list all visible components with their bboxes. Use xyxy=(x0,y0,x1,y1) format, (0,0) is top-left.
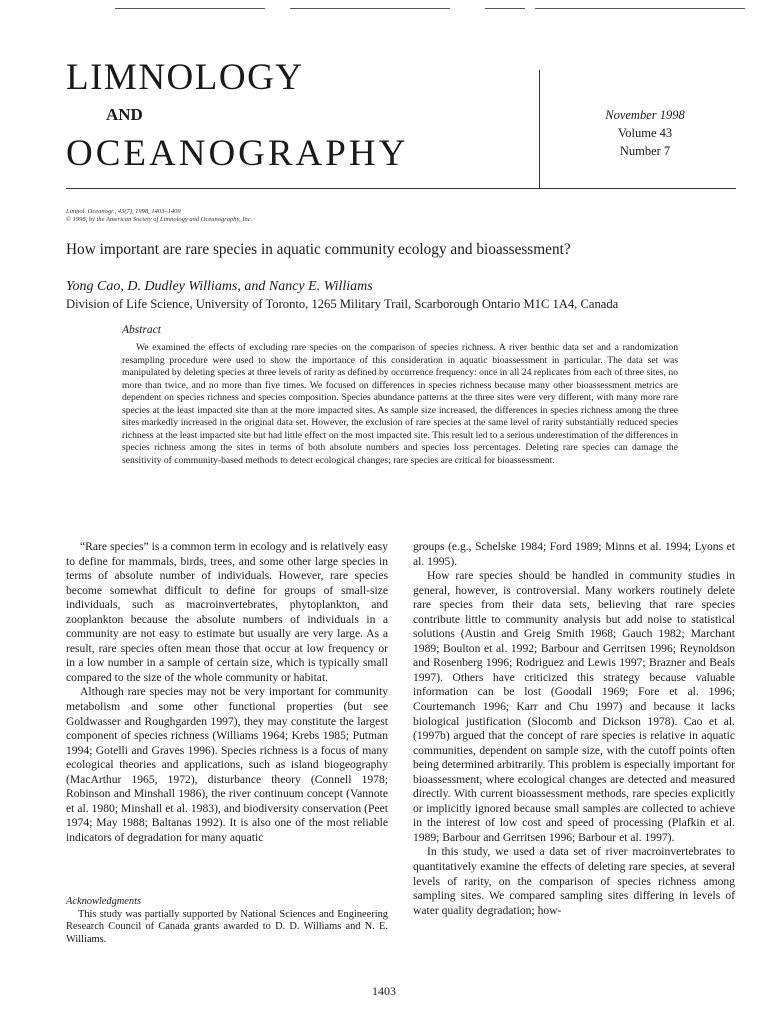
top-rule-left xyxy=(115,8,265,9)
acknowledgments xyxy=(66,896,388,946)
top-rule-mid2 xyxy=(485,8,525,9)
issue-volume: Volume 43 xyxy=(617,126,673,140)
issue-date: November 1998 xyxy=(605,108,685,122)
citation-line: Limnol. Oceanogr., 43(7), 1998, 1403–1409 xyxy=(66,208,181,215)
top-rule-mid xyxy=(290,8,450,9)
article-authors: Yong Cao, D. Dudley Williams, and Nancy E. Williams xyxy=(66,279,373,294)
acknowledgments-heading: Acknowledgments xyxy=(66,896,142,907)
masthead-horizontal-rule xyxy=(66,188,736,189)
article-affiliation: Division of Life Science, University of Toronto, 1265 Military Trail, Scarborough Ontario M1C 1A4, Canada xyxy=(66,297,619,311)
body-paragraph: groups (e.g., Schelske 1984; Ford 1989; Minns et al. 1994; Lyons et al. 1995). xyxy=(413,540,735,568)
journal-title-line1: LIMNOLOGY xyxy=(66,57,304,98)
issue-info xyxy=(580,106,710,160)
article-title: How important are rare species in aquatic community ecology and bioassessment? xyxy=(66,241,571,258)
abstract-text: We examined the effects of excluding rare species on the comparison of species richness. A river benthic data set and a randomization resampling procedure were used to show the importance of this consideration in aquatic bioassessment in particular. The data set was manipulated by deleting species at three levels of rarity as defined by occurrence frequency: once in all 24 replicates from each of three sites, no more than twice, and no more than five times. We focused on differences in species richness because many other bioassessment metrics are dependent on species richness and species composition. Species abundance patterns at the three sites were very different, with many more rare species at the least impacted site than at the more impacted sites. As sample size increased, the differences in species richness among the three sites markedly increased in the original data set. However, the exclusion of rare species at the same level of rarity substantially reduced species richness at the least impacted site but had little effect on the most impacted site. This result led to a serious underestimation of the differences in species richness among the sites in terms of both absolute numbers and species loss percentages. Deleting rare species can damage the sensitivity of community-based methods to detect ecological changes; rare species are critical for bioassessment. xyxy=(122,342,678,466)
body-paragraph: Although rare species may not be very important for community metabolism and some other functional properties (but see Goldwasser and Roughgarden 1997), they may constitute the largest component of species richness (Williams 1964; Krebs 1985; Putman 1994; Gotelli and Graves 1996). Species richness is a focus of many ecological theories and applications, such as island biogeography (MacArthur 1965, 1972), disturbance theory (Connell 1978; Robinson and Minshall 1986), the river continuum concept (Vannote et al. 1980; Minshall et al. 1983), and biodiversity conservation (Peet 1974; May 1988; Baltanas 1992). It is also one of the most reliable indicators of degradation for many aquatic xyxy=(66,685,388,844)
citation-block xyxy=(66,208,252,224)
copyright-line: © 1998, by the American Society of Limnology and Oceanography, Inc. xyxy=(66,216,253,223)
journal-title-line2: OCEANOGRAPHY xyxy=(66,133,409,174)
acknowledgments-text: This study was partially supported by National Sciences and Engineering Research Council of Canada grants awarded to D. D. Williams and N. E. Williams. xyxy=(66,908,388,945)
body-column-left xyxy=(66,540,388,870)
body-paragraph: “Rare species” is a common term in ecology and is relatively easy to define for mammals, birds, trees, and some other large species in terms of absolute number of individuals. However, rare species become somewhat difficult to define for groups of small-size individuals, such as macroinvertebrates, phytoplankton, and zooplankton because the absolute numbers of individuals in a community are not easy to estimate but usually are very large. As a result, rare species often mean those that occur at low frequency or in a low number in a sample of certain size, which is typically small compared to the size of the whole community or habitat. xyxy=(66,540,388,684)
abstract-heading: Abstract xyxy=(122,324,161,336)
journal-title-and: AND xyxy=(106,105,143,124)
masthead-vertical-rule xyxy=(539,70,540,188)
issue-number: Number 7 xyxy=(619,144,671,158)
body-column-right xyxy=(413,540,735,976)
top-rule-right xyxy=(535,8,745,9)
body-paragraph: In this study, we used a data set of river macroinvertebrates to quantitatively examine the effects of deleting rare species, at several levels of rarity, on the comparison of species richness among sampling sites. We compared sampling sites differing in levels of water quality degradation; how- xyxy=(413,845,735,917)
journal-masthead xyxy=(66,58,526,174)
body-paragraph: How rare species should be handled in community studies in general, however, is controversial. Many workers routinely delete rare species from their data sets, believing that rare species contribute little to community analysis but add noise to statistical solutions (Austin and Greig Smith 1968; Gauch 1982; Marchant 1989; Boulton et al. 1992; Barbour and Gerritsen 1996; Reynoldson and Rosenberg 1996; Rodriguez and Lewis 1997; Brazner and Beals 1997). Others have criticized this strategy because valuable information can be lost (Goodall 1969; Fore et al. 1996; Courtemanch 1996; Karr and Chu 1997) and because it lacks biological justification (Slocomb and Dickson 1978). Cao et al. (1997b) argued that the concept of rare species is relative in aquatic communities, dependent on sample size, with the cutoff points often being determined arbitrarily. This problem is especially important for bioassessment, where ecological changes are detected and measured directly. With current bioassessment methods, rare species explicitly or implicitly ignored because small samples are collected to achieve in the interest of low cost and speed of processing (Plafkin et al. 1989; Barbour and Gerritsen 1996; Barbour et al. 1997). xyxy=(413,569,735,844)
page-number: 1403 xyxy=(372,984,396,998)
